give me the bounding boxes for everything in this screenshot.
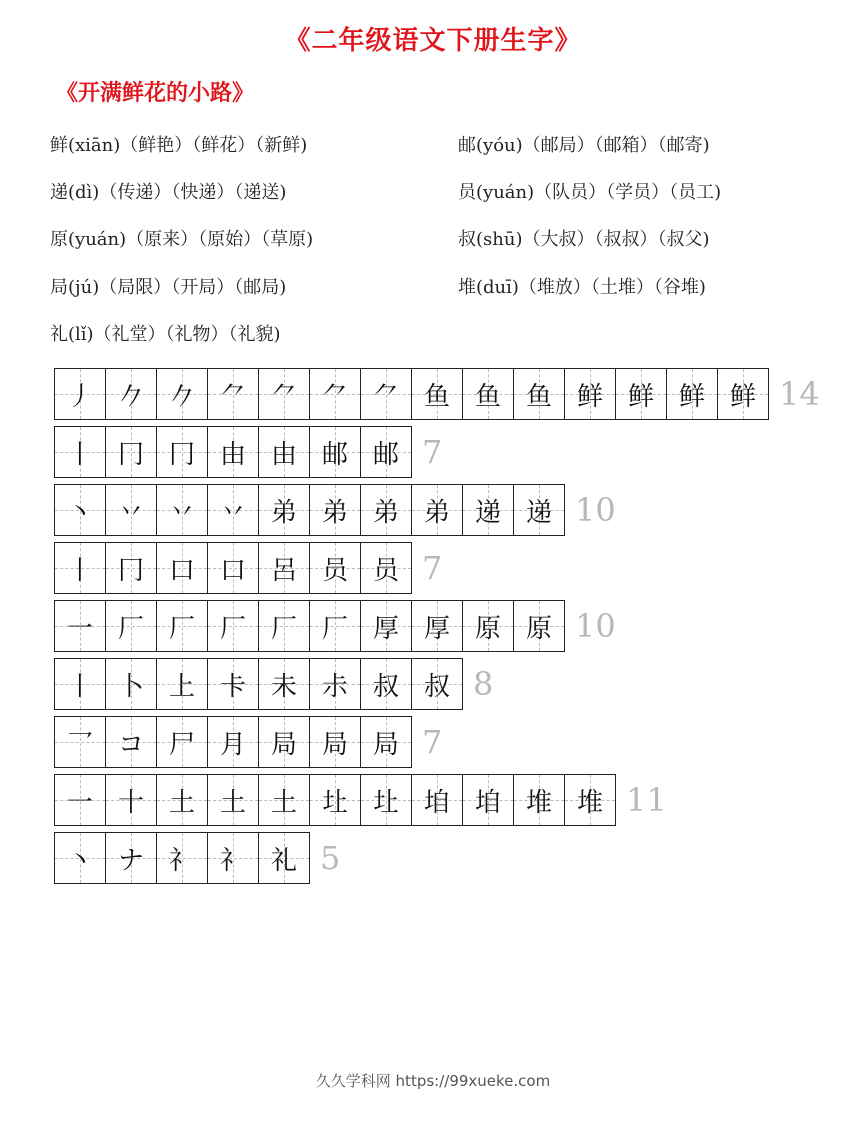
stroke-char: 弟 (321, 497, 348, 528)
stroke-char: 员 (372, 555, 399, 586)
stroke-cell (258, 775, 309, 825)
stroke-cell (360, 369, 411, 419)
stroke-cell (411, 485, 462, 535)
stroke-count: 7 (422, 549, 443, 587)
vocab-line-right: 叔(shū)（大叔）（叔叔）（叔父) (458, 229, 710, 250)
stroke-char: ⺈ (270, 381, 297, 412)
stroke-char: 未 (270, 671, 297, 702)
stroke-char: 局 (270, 729, 297, 760)
stroke-count: 11 (626, 781, 667, 819)
stroke-char: 丶 (66, 845, 93, 876)
stroke-cell (156, 543, 207, 593)
stroke-cell (717, 369, 768, 419)
stroke-char: 丨 (66, 671, 93, 702)
stroke-cell (55, 427, 105, 477)
vocab-line-left: 局(jú)（局限）（开局）（邮局) (50, 277, 287, 298)
stroke-count: 7 (422, 433, 443, 471)
stroke-char: 堆 (576, 787, 603, 818)
stroke-cell (207, 485, 258, 535)
stroke-cell (105, 659, 156, 709)
stroke-char: 堆 (525, 787, 552, 818)
stroke-cell (207, 833, 258, 883)
stroke-char: 礻 (219, 845, 246, 876)
stroke-char: 鱼 (525, 381, 552, 412)
stroke-order-grid (54, 368, 820, 890)
stroke-cell (309, 369, 360, 419)
stroke-cell (360, 543, 411, 593)
stroke-cell (105, 427, 156, 477)
stroke-cell (513, 775, 564, 825)
stroke-char: 鲜 (576, 381, 603, 412)
stroke-char: 鲜 (678, 381, 705, 412)
stroke-char: 局 (372, 729, 399, 760)
stroke-char: 月 (219, 729, 246, 760)
footer-site: 久久学科网 https://99xueke.com (315, 1072, 551, 1090)
stroke-cell (411, 659, 462, 709)
stroke-row (54, 716, 820, 768)
stroke-cell (156, 601, 207, 651)
stroke-char: 弟 (270, 497, 297, 528)
stroke-char: 鱼 (474, 381, 501, 412)
vocab-line-right: 邮(yóu)（邮局）（邮箱）（邮寄) (458, 135, 710, 156)
stroke-cell (309, 775, 360, 825)
stroke-char: 鱼 (423, 381, 450, 412)
stroke-char: 十 (117, 787, 144, 818)
stroke-char: 丿 (66, 381, 93, 412)
lesson-title: 《开满鲜花的小路》 (56, 80, 255, 106)
stroke-cell (207, 717, 258, 767)
stroke-char: 口 (168, 555, 195, 586)
vocab-line-left: 递(dì)（传递）（快递）（递送) (50, 182, 287, 203)
stroke-char: 土 (270, 787, 297, 818)
stroke-cells (54, 484, 565, 536)
stroke-cells (54, 832, 310, 884)
vocab-line-left: 鲜(xiān)（鲜艳）（鲜花）（新鲜) (50, 135, 308, 156)
stroke-cell (105, 485, 156, 535)
stroke-cell (309, 601, 360, 651)
stroke-char: 土 (219, 787, 246, 818)
stroke-row (54, 600, 820, 652)
stroke-char: ナ (117, 845, 144, 876)
stroke-cell (258, 659, 309, 709)
stroke-cell (360, 659, 411, 709)
stroke-cell (55, 485, 105, 535)
stroke-cell (156, 775, 207, 825)
stroke-row (54, 774, 820, 826)
stroke-row (54, 542, 820, 594)
stroke-char: 尸 (168, 729, 195, 760)
stroke-char: 厂 (168, 613, 195, 644)
stroke-cell (55, 659, 105, 709)
stroke-char: 冂 (168, 439, 195, 470)
stroke-cells (54, 658, 463, 710)
stroke-char: 局 (321, 729, 348, 760)
stroke-cell (105, 369, 156, 419)
stroke-cell (156, 717, 207, 767)
stroke-cell (309, 543, 360, 593)
stroke-cell (105, 775, 156, 825)
stroke-cells (54, 426, 412, 478)
stroke-char: 丶 (66, 497, 93, 528)
stroke-cell (55, 601, 105, 651)
stroke-char: 厂 (219, 613, 246, 644)
stroke-char: 厂 (321, 613, 348, 644)
stroke-char: 叔 (423, 671, 450, 702)
stroke-cell (55, 775, 105, 825)
stroke-char: 𠂊 (117, 381, 144, 412)
stroke-char: 厚 (423, 613, 450, 644)
stroke-char: 乛 (66, 729, 93, 760)
stroke-count: 5 (320, 839, 341, 877)
stroke-count: 14 (779, 375, 820, 413)
stroke-cell (258, 833, 309, 883)
stroke-char: 礼 (270, 845, 297, 876)
stroke-cell (360, 775, 411, 825)
stroke-cell (360, 717, 411, 767)
stroke-cell (207, 601, 258, 651)
stroke-char: 弟 (423, 497, 450, 528)
stroke-cell (309, 427, 360, 477)
stroke-cells (54, 368, 769, 420)
stroke-char: 一 (66, 787, 93, 818)
stroke-cell (258, 717, 309, 767)
stroke-char: 员 (321, 555, 348, 586)
stroke-char: 邮 (372, 439, 399, 470)
stroke-char: 𠂊 (168, 381, 195, 412)
stroke-cell (156, 833, 207, 883)
stroke-char: 鲜 (627, 381, 654, 412)
vocab-line-left: 原(yuán)（原来）（原始）（草原) (50, 229, 314, 250)
stroke-cell (55, 543, 105, 593)
stroke-char: 礻 (168, 845, 195, 876)
stroke-cells (54, 542, 412, 594)
stroke-char: ⺈ (321, 381, 348, 412)
stroke-char: 卜 (117, 671, 144, 702)
stroke-cell (309, 717, 360, 767)
stroke-cell (360, 427, 411, 477)
stroke-cell (156, 427, 207, 477)
stroke-cell (258, 601, 309, 651)
stroke-cells (54, 600, 565, 652)
stroke-cell (411, 369, 462, 419)
stroke-cell (156, 485, 207, 535)
stroke-cell (564, 369, 615, 419)
stroke-row (54, 368, 820, 420)
stroke-cell (156, 369, 207, 419)
stroke-cell (462, 775, 513, 825)
stroke-cell (207, 543, 258, 593)
stroke-char: 垍 (423, 787, 450, 818)
stroke-count: 7 (422, 723, 443, 761)
stroke-cell (105, 717, 156, 767)
stroke-row (54, 658, 820, 710)
stroke-char: 上 (168, 671, 195, 702)
stroke-char: 口 (219, 555, 246, 586)
stroke-cell (360, 485, 411, 535)
stroke-cells (54, 716, 412, 768)
stroke-cell (105, 833, 156, 883)
stroke-cell (55, 833, 105, 883)
stroke-cell (207, 659, 258, 709)
stroke-char: 呂 (270, 555, 297, 586)
stroke-cell (360, 601, 411, 651)
stroke-char: 由 (219, 439, 246, 470)
stroke-cells (54, 774, 616, 826)
stroke-char: 卡 (219, 671, 246, 702)
stroke-cell (105, 601, 156, 651)
stroke-cell (309, 485, 360, 535)
stroke-cell (207, 427, 258, 477)
stroke-char: 丨 (66, 439, 93, 470)
stroke-cell (309, 659, 360, 709)
stroke-char: ⺈ (219, 381, 246, 412)
stroke-cell (462, 369, 513, 419)
stroke-cell (564, 775, 615, 825)
stroke-char: 厂 (270, 613, 297, 644)
stroke-cell (513, 369, 564, 419)
stroke-cell (156, 659, 207, 709)
stroke-char: 圵 (372, 787, 399, 818)
stroke-row (54, 832, 820, 884)
stroke-char: 递 (474, 497, 501, 528)
stroke-cell (207, 775, 258, 825)
stroke-char: ⺈ (372, 381, 399, 412)
stroke-char: 冂 (117, 439, 144, 470)
stroke-cell (615, 369, 666, 419)
stroke-char: 邮 (321, 439, 348, 470)
stroke-char: 圵 (321, 787, 348, 818)
stroke-char: 丷 (219, 497, 246, 528)
stroke-char: 厂 (117, 613, 144, 644)
vocab-line-right: 堆(duī)（堆放）（土堆）（谷堆) (458, 277, 706, 298)
stroke-char: 叔 (372, 671, 399, 702)
stroke-char: 原 (474, 613, 501, 644)
stroke-char: 厚 (372, 613, 399, 644)
stroke-cell (462, 485, 513, 535)
stroke-char: 鲜 (729, 381, 756, 412)
stroke-cell (666, 369, 717, 419)
stroke-count: 10 (575, 607, 616, 645)
stroke-char: 尗 (321, 671, 348, 702)
stroke-char: 一 (66, 613, 93, 644)
stroke-count: 10 (575, 491, 616, 529)
stroke-char: 丨 (66, 555, 93, 586)
stroke-char: コ (117, 729, 144, 760)
stroke-cell (207, 369, 258, 419)
stroke-char: 递 (525, 497, 552, 528)
stroke-cell (258, 369, 309, 419)
stroke-row (54, 484, 820, 536)
page-title: 《二年级语文下册生字》 (284, 26, 582, 56)
vocab-line-right: 员(yuán)（队员）（学员）（员工) (458, 182, 722, 203)
stroke-char: 垍 (474, 787, 501, 818)
stroke-char: 冂 (117, 555, 144, 586)
stroke-cell (55, 717, 105, 767)
stroke-cell (105, 543, 156, 593)
vocab-line-left: 礼(lǐ)（礼堂）（礼物）（礼貌) (50, 324, 281, 345)
stroke-cell (258, 543, 309, 593)
stroke-char: 由 (270, 439, 297, 470)
stroke-char: 弟 (372, 497, 399, 528)
stroke-char: 土 (168, 787, 195, 818)
stroke-cell (513, 601, 564, 651)
stroke-row (54, 426, 820, 478)
stroke-char: 丷 (168, 497, 195, 528)
stroke-cell (258, 485, 309, 535)
stroke-cell (258, 427, 309, 477)
stroke-cell (462, 601, 513, 651)
stroke-cell (411, 775, 462, 825)
stroke-count: 8 (473, 665, 494, 703)
stroke-char: 原 (525, 613, 552, 644)
stroke-cell (513, 485, 564, 535)
stroke-cell (55, 369, 105, 419)
stroke-char: 丷 (117, 497, 144, 528)
stroke-cell (411, 601, 462, 651)
